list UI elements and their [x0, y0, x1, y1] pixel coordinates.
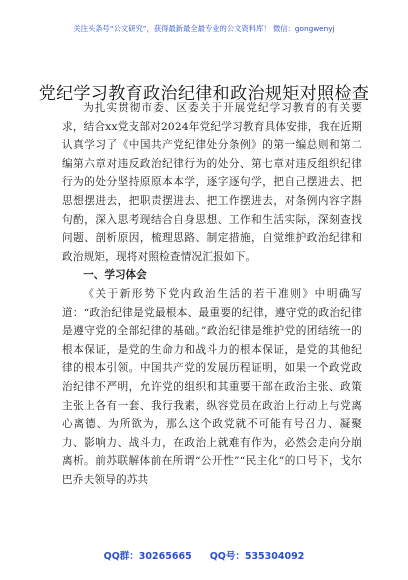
page-title: 党纪学习教育政治纪律和政治规矩对照检查 — [38, 84, 370, 104]
intro-paragraph: 为扎实贯彻市委、区委关于开展党纪学习教育的有关要求，结合xx党支部对2024年党纪学习教育具体安排，我在近期认真学习了《中国共产党纪律处分条例》的第一编总则和第二编第六章对违反政治纪律行为的处分、第七章对违反组织纪律行为的处分坚持原原本本学，逐字逐句学，把自己摆进去、把思想摆进去，把职责摆进去、把工作摆进去，对条例内容字斟句酌，深入思考现结合自身思想、工作和生活实际，深刻查找问题、剖析原因，梳理思路、制定措施，自觉维护政治纪律和政治规矩，现将对照检查情况汇报如下。 — [62, 102, 362, 263]
qq-number-text: QQ号：535304092 — [209, 551, 305, 562]
footer-contact — [0, 548, 408, 562]
section-heading-study: 一、学习体会 — [83, 269, 147, 282]
study-paragraph: 《关于新形势下党内政治生活的若干准则》中明确写道：“政治纪律是党最根本、最重要的纪律，遵守党的政治纪律是遵守党的全部纪律的基础。”政治纪律是维护党的团结统一的根本保证，是党的生命力和战斗力的根本保证，是党的其他纪律的根本引领。中国共产党的发展历程证明，如果一个政党政治纪律不严明，允许党的组织和其重要干部在政治主张、政策主张上各有一套、我行我素，纵容党员在政治上行动上与党离心离德、为所欲为，那么这个政党就不可能有号召力、凝聚力、影响力、战斗力，在政治上就难有作为，必然会走向分崩离析。前苏联解体前在所谓“公开性”“民主化”的口号下，戈尔巴乔夫领导的苏共 — [62, 287, 362, 486]
document-body — [62, 99, 362, 489]
qq-group-text: QQ群：30265665 — [103, 551, 192, 562]
header-notice: 关注头条号“公文研究”，获得最新最全最专业的公文资料库！ 微信：gongwenyj — [73, 24, 335, 33]
